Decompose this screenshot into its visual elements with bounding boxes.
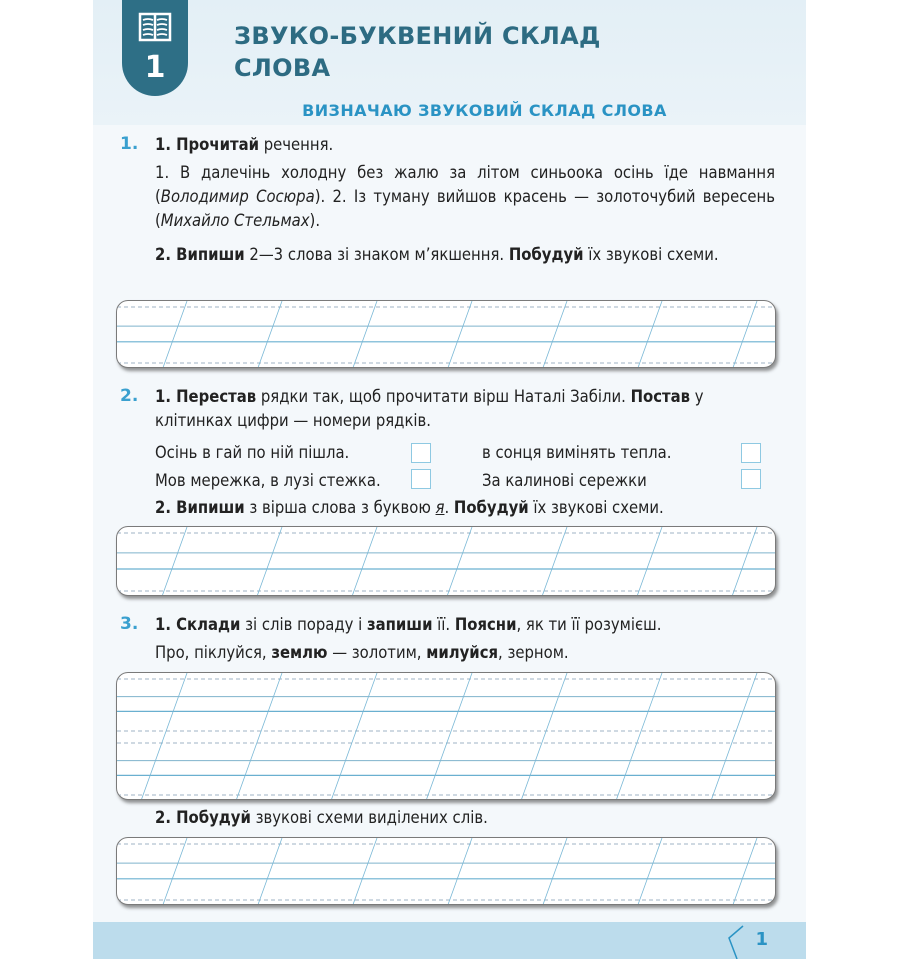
writing-area-3[interactable]	[116, 672, 776, 800]
instruction-verb: запиши	[367, 615, 433, 634]
instruction-text: речення.	[259, 135, 334, 154]
instruction-text: звукові схеми виділених слів.	[250, 808, 488, 827]
instruction-text: зі слів пораду і	[240, 615, 367, 634]
instruction-text: 2—3 слова зі знаком м’якшення.	[244, 245, 509, 264]
instruction-verb: Побудуй	[508, 245, 584, 264]
task-number-3: 3.	[120, 614, 139, 634]
instruction-text: їх звукові схеми.	[583, 245, 719, 264]
word-list: Про, піклуйся,	[155, 643, 272, 662]
footer-band	[93, 922, 806, 959]
highlight-letter: я	[435, 498, 445, 517]
instruction-verb: Постав	[630, 387, 691, 406]
task-number-2: 2.	[120, 386, 139, 406]
page-number: 1	[755, 929, 768, 950]
instruction-text: у клітинках цифри — номери рядків.	[155, 387, 704, 430]
instruction-text: .	[444, 498, 454, 517]
instruction-text: рядки так, щоб прочитати вірш Наталі Забіли.	[256, 387, 631, 406]
word-list: — золотим,	[327, 643, 427, 662]
line-number-box[interactable]	[411, 443, 431, 463]
instruction-text: їх звукові схеми.	[528, 498, 664, 517]
section-number: 1	[144, 50, 166, 85]
task-1-step-2	[155, 243, 775, 267]
writing-area-4[interactable]	[116, 837, 776, 905]
poem-line: Мов мережка, в лузі стежка.	[155, 471, 381, 490]
poem-line: в сонця вимінять тепла.	[482, 443, 672, 462]
task-1-sentences	[155, 161, 775, 233]
workbook-page	[93, 0, 806, 959]
instruction-verb: 2. Побудуй	[155, 808, 251, 827]
writing-lines	[117, 527, 776, 596]
title-line-2: СЛОВА	[234, 54, 331, 82]
instruction-verb: Поясни	[454, 615, 517, 634]
task-3-step-2	[155, 806, 775, 830]
instruction-text: її.	[432, 615, 455, 634]
task-2-step-1	[155, 385, 775, 433]
sentence-text: ). 2. Із туману вийшов красень — золоточубий вересень (	[155, 187, 775, 230]
task-3-step-1	[155, 613, 775, 637]
line-number-box[interactable]	[411, 469, 431, 489]
open-book-icon	[138, 12, 172, 42]
poem-line: Осінь в гай по ній пішла.	[155, 443, 350, 462]
poem-line: За калинові сережки	[482, 471, 647, 490]
sentence-text: 1. В далечінь холодну без жалю за літом синьоока осінь їде навмання (	[155, 163, 775, 206]
instruction-verb: 1. Перестав	[155, 387, 257, 406]
author-name: Володимир Сосюра	[160, 187, 315, 206]
writing-lines	[117, 301, 776, 368]
page-title	[234, 20, 634, 84]
line-number-box[interactable]	[741, 443, 761, 463]
instruction-text: з вірша слова з буквою	[244, 498, 436, 517]
highlighted-word: милуйся	[426, 643, 499, 662]
highlighted-word: землю	[271, 643, 328, 662]
instruction-verb: 2. Випиши	[155, 245, 245, 264]
instruction-verb: 2. Випиши	[155, 498, 245, 517]
task-3-words	[155, 641, 775, 665]
instruction-verb: 1. Склади	[155, 615, 241, 634]
word-list: , зерном.	[498, 643, 569, 662]
page-corner-bracket-icon	[723, 924, 747, 959]
section-badge	[122, 0, 188, 96]
task-2-step-2	[155, 496, 775, 520]
title-line-1: ЗВУКО-БУКВЕНИЙ СКЛАД	[234, 22, 601, 50]
writing-lines	[117, 673, 776, 800]
instruction-verb: 1. Прочитай	[155, 135, 259, 154]
writing-area-2[interactable]	[116, 526, 776, 596]
instruction-text: , як ти її розумієш.	[516, 615, 662, 634]
task-1-step-1	[155, 133, 775, 157]
page-subtitle: ВИЗНАЧАЮ ЗВУКОВИЙ СКЛАД СЛОВА	[302, 101, 667, 120]
instruction-verb: Побудуй	[453, 498, 529, 517]
sentence-text: ).	[309, 211, 321, 230]
line-number-box[interactable]	[741, 469, 761, 489]
author-name: Михайло Стельмах	[160, 211, 310, 230]
task-number-1: 1.	[120, 134, 139, 154]
writing-area-1[interactable]	[116, 300, 776, 368]
writing-lines	[117, 838, 776, 905]
